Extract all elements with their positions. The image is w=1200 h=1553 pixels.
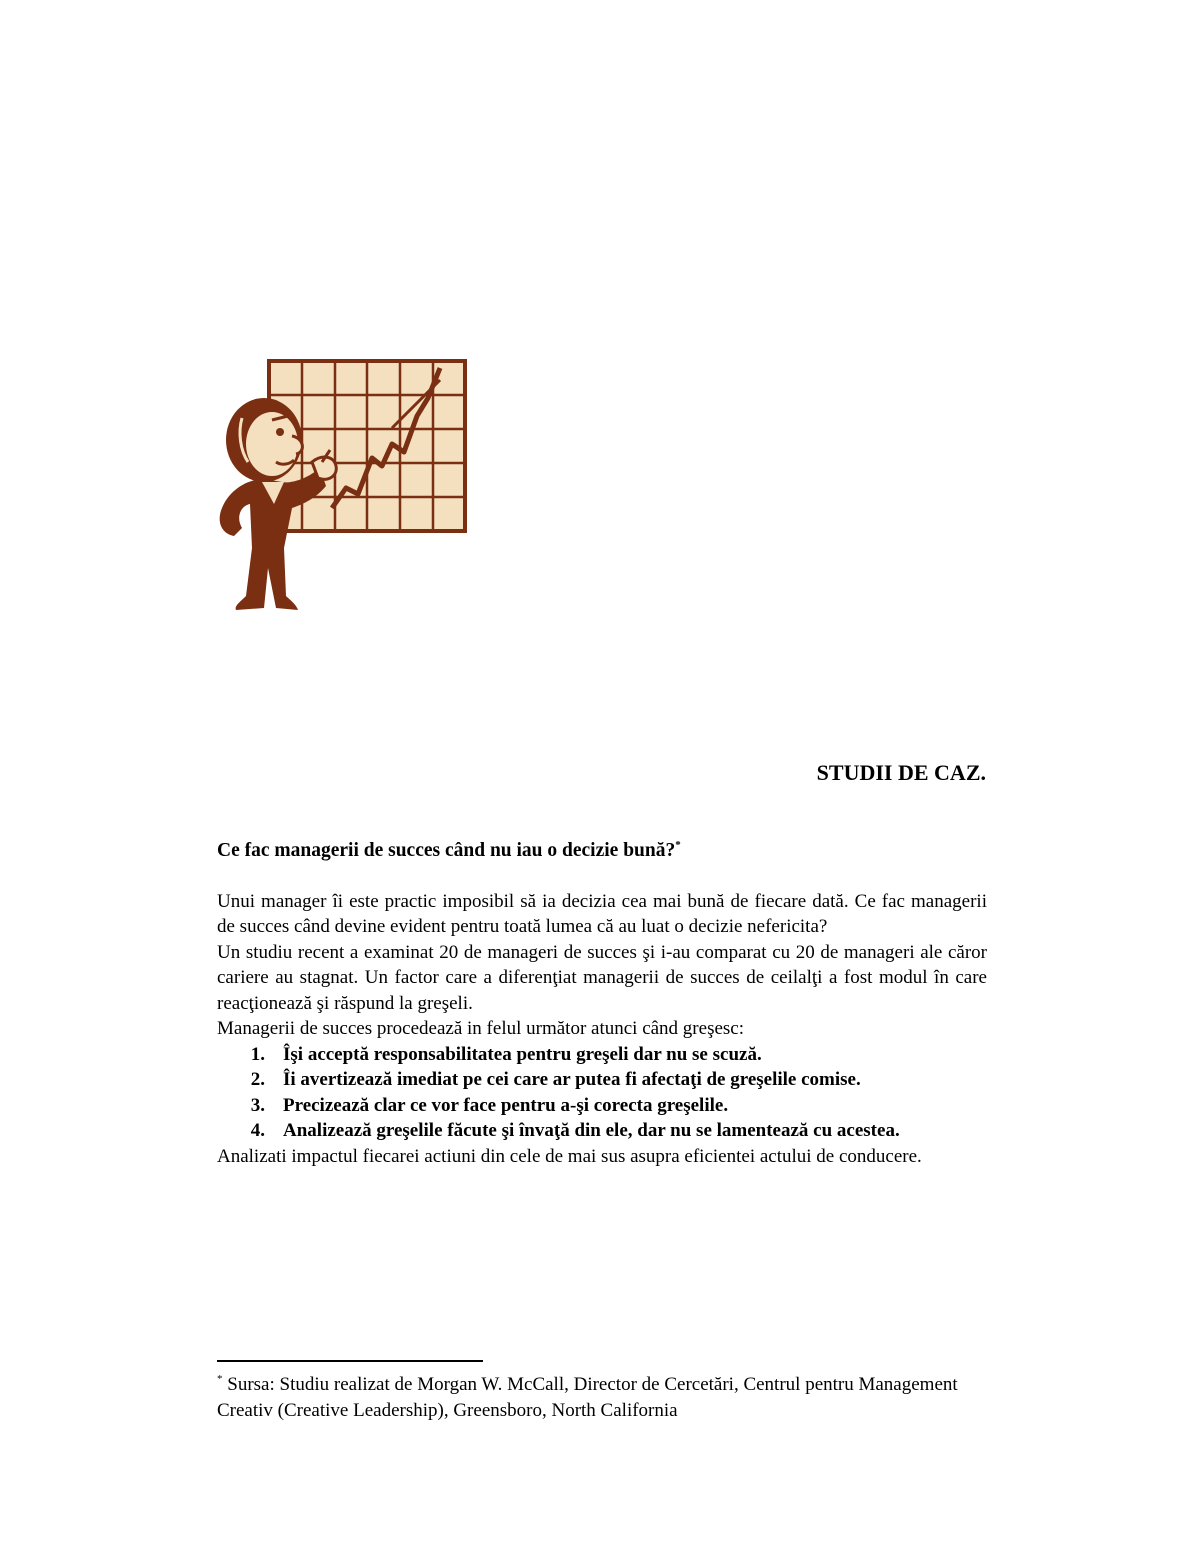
manager-chart-illustration: [212, 358, 480, 614]
paragraph-closing: Analizati impactul fiecarei actiuni din cele de mai sus asupra eficientei actului de conducere.: [217, 1145, 922, 1167]
list-item: [217, 1042, 987, 1068]
footnote-text: Sursa: Studiu realizat de Morgan W. McCall, Director de Cercetări, Centrul pentru Management Creativ (Creative Leadership), Greensboro, North California: [217, 1374, 958, 1421]
list-item-number: 1.: [250, 1043, 265, 1065]
list-item-number: 2.: [250, 1069, 265, 1090]
footnote-marker: *: [217, 1373, 223, 1385]
paragraph-lead-in: Managerii de succes procedează in felul următor atunci când greşesc:: [217, 1018, 744, 1039]
case-study: [217, 838, 987, 1169]
list-item-number: 4.: [250, 1120, 265, 1141]
list-item-text: Analizează greşelile făcute şi învaţă din ele, dar nu se lamentează cu acestea.: [283, 1120, 900, 1141]
case-question: [217, 838, 987, 864]
paragraph-study: Un studiu recent a examinat 20 de manageri de succes şi i-au comparat cu 20 de manageri ale căror cariere au stagnat. Un factor care a diferenţiat managerii de succes de ceilalţi a fost modul în care reacţionează şi răspund la greşeli.: [217, 941, 987, 1014]
steps-list: [217, 1042, 987, 1144]
paragraph-intro: Unui manager îi este practic imposibil să ia decizia cea mai bună de fiecare dată. Ce fac managerii de succes când devine evident pentru toată lumea că au luat o decizie nefericita?: [217, 890, 987, 937]
list-item: [217, 1067, 987, 1093]
footnote-divider: [217, 1360, 483, 1362]
list-item-text: Precizează clar ce vor face pentru a-şi corecta greşelile.: [283, 1094, 729, 1116]
page-title: STUDII DE CAZ.: [816, 760, 986, 785]
case-question-text: Ce fac managerii de succes când nu iau o decizie bună?: [217, 840, 676, 861]
list-item-text: Îi avertizează imediat pe cei care ar putea fi afectaţi de greşelile comise.: [283, 1069, 861, 1090]
list-item-number: 3.: [250, 1094, 265, 1116]
footnote-ref-marker[interactable]: *: [675, 839, 681, 851]
rising-chart-icon: [212, 358, 480, 614]
footnote: [217, 1372, 987, 1423]
list-item: [217, 1118, 987, 1144]
list-item-text: Îşi acceptă responsabilitatea pentru greşeli dar nu se scuză.: [283, 1043, 762, 1065]
list-item: [217, 1093, 987, 1119]
